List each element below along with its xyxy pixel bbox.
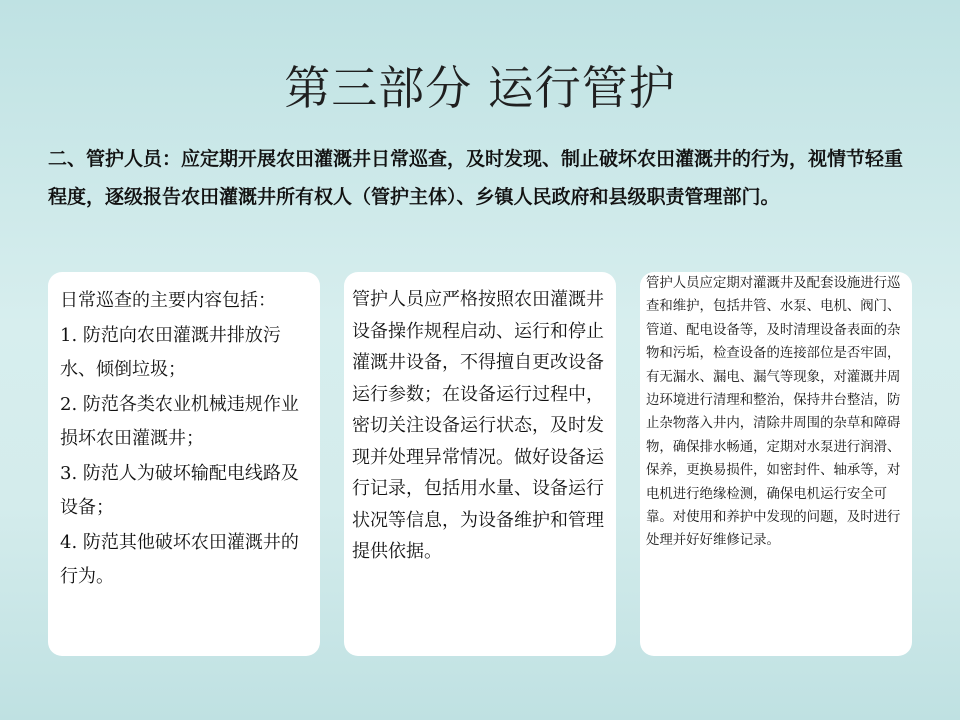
inspection-item-4: 4. 防范其他破坏农田灌溉井的行为。 xyxy=(60,531,299,587)
operation-card xyxy=(344,272,616,656)
intro-paragraph: 二、管护人员：应定期开展农田灌溉井日常巡查，及时发现、制止破坏农田灌溉井的行为，视情节轻重程度，逐级报告农田灌溉井所有权人（管护主体）、乡镇人民政府和县级职责管理部门。 xyxy=(48,148,904,208)
inspection-item-3: 3. 防范人为破坏输配电线路及设备； xyxy=(60,462,299,518)
inspection-card xyxy=(48,272,320,656)
maintenance-text: 管护人员应定期对灌溉井及配套设施进行巡查和维护，包括井管、水泵、电机、阀门、管道、配电设备等，及时清理设备表面的杂物和污垢，检查设备的连接部位是否牢固，有无漏水、漏电、漏气等现象，对灌溉井周边环境进行清理和整治，保持井台整洁，防止杂物落入井内，清除井周围的杂草和障碍物，确保排水畅通，定期对水泵进行润滑、保养，更换易损件，如密封件、轴承等，对电机进行绝缘检测，确保电机运行安全可靠。对使用和养护中发现的问题，及时进行处理并好好维修记录。 xyxy=(646,276,901,549)
inspection-heading: 日常巡查的主要内容包括： xyxy=(60,290,276,311)
maintenance-card xyxy=(640,272,912,656)
operation-text: 管护人员应严格按照农田灌溉井设备操作规程启动、运行和停止灌溉井设备，不得擅自更改设备运行参数；在设备运行过程中，密切关注设备运行状态，及时发现并处理异常情况。做好设备运行记录，包括用水量、设备运行状况等信息，为设备维护和管理提供依据。 xyxy=(352,289,604,562)
inspection-item-2: 2. 防范各类农业机械违规作业损坏农田灌溉井； xyxy=(60,393,299,449)
inspection-item-1: 1. 防范向农田灌溉井排放污水、倾倒垃圾； xyxy=(60,324,281,380)
slide-title: 第三部分 运行管护 xyxy=(284,61,676,115)
